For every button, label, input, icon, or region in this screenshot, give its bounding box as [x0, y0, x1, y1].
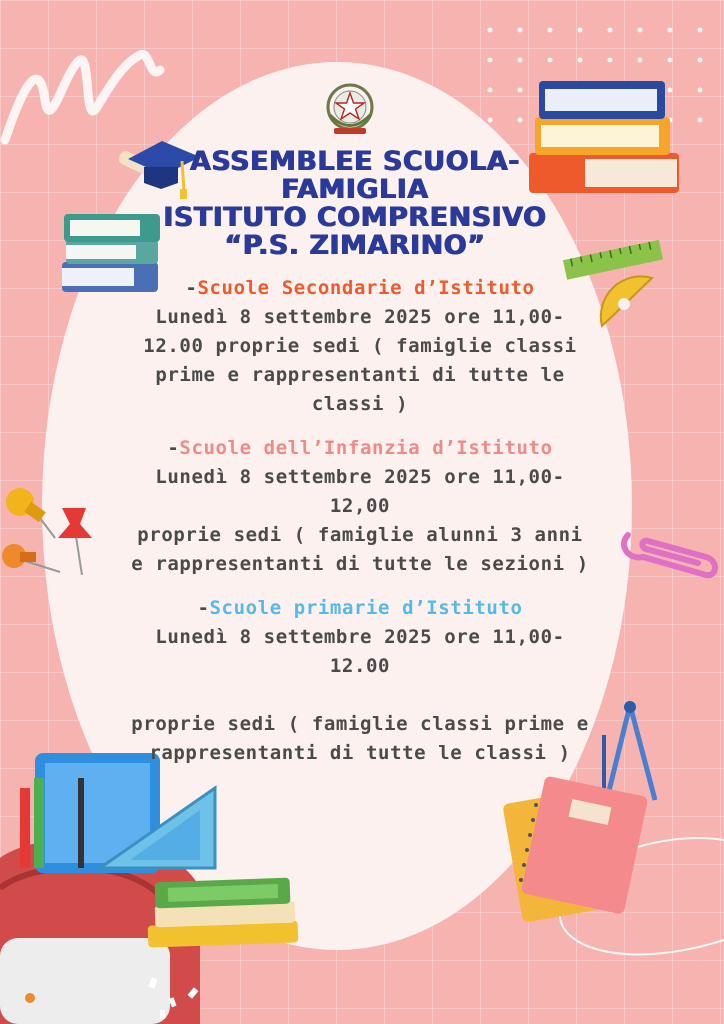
emblem-italian-republic [322, 80, 378, 138]
section-heading: -Scuole primarie d’Istituto [197, 597, 523, 619]
section-text-line: Lunedì 8 settembre 2025 ore 11,00- [155, 626, 565, 648]
scribble-decoration [0, 40, 170, 150]
section-heading-label: Scuole dell’Infanzia d’Istituto [179, 437, 553, 459]
section-heading-label: Scuole Secondarie d’Istituto [197, 277, 535, 299]
section-infanzia [80, 434, 640, 579]
section-text-line: rappresentanti di tutte le classi ) [149, 742, 571, 764]
section-text-line: 12.00 [329, 655, 391, 677]
section-text-line: e rappresentanti di tutte le sezioni ) [131, 553, 589, 575]
section-secondarie [80, 274, 640, 419]
title-line-4: “P.S. ZIMARINO” [224, 230, 486, 261]
section-heading: -Scuole dell’Infanzia d’Istituto [167, 437, 553, 459]
section-heading: -Scuole Secondarie d’Istituto [185, 277, 535, 299]
title-line-2: FAMIGLIA [281, 174, 429, 205]
section-text-line: Lunedì 8 settembre 2025 ore 11,00- [155, 306, 565, 328]
title-line-3: ISTITUTO COMPRENSIVO [163, 202, 547, 233]
section-text-line: proprie sedi ( famiglie alunni 3 anni [137, 524, 583, 546]
section-text-line: prime e rappresentanti di tutte le [155, 364, 565, 386]
section-text-line: 12.00 proprie sedi ( famiglie classi [143, 335, 577, 357]
section-text-line: proprie sedi ( famiglie classi prime e [131, 713, 589, 735]
section-heading-label: Scuole primarie d’Istituto [209, 597, 523, 619]
section-text-line: classi ) [311, 393, 409, 415]
page-title [110, 148, 600, 260]
section-text-line: Lunedì 8 settembre 2025 ore 11,00- [155, 466, 565, 488]
section-text-line: 12,00 [329, 495, 391, 517]
section-primarie [80, 594, 640, 768]
title-line-1: ASSEMBLEE SCUOLA- [190, 146, 520, 177]
backpack-icon [0, 748, 300, 1024]
